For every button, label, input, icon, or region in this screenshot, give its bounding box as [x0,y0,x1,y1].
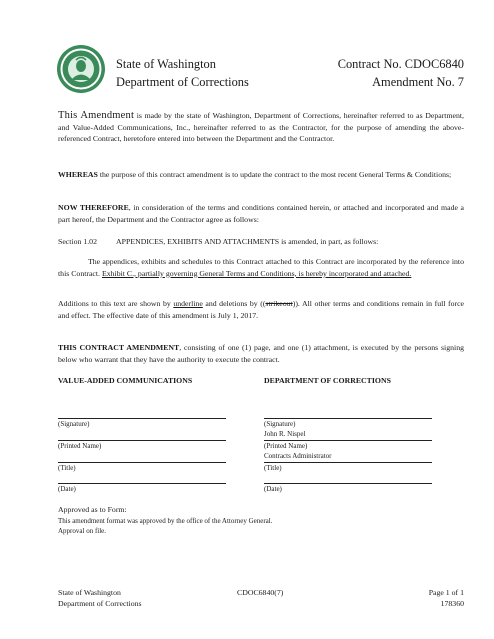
right-date-label: (Date) [264,485,282,493]
closing-text: , consisting of one (1) page, and one (1) attachment, is executed by the persons signing below who warrant that they have the authority to execute the contract. [58,343,464,364]
amendment-number: Amendment No. 7 [372,75,464,89]
left-date-line [58,483,226,484]
right-printed-label: (Printed Name) [264,442,308,450]
right-signature-label: (Signature) [264,420,296,428]
whereas-lead: WHEREAS [58,170,98,179]
appendices-paragraph [58,256,464,279]
right-title-label: (Title) [264,464,282,472]
left-title-line [58,462,226,463]
contract-number: Contract No. CDOC6840 [337,57,464,71]
now-lead: NOW THEREFORE [58,203,129,212]
footer-department: Department of Corrections [58,598,142,608]
intro-text: is made by the state of Washington, Department of Corrections, hereinafter referred to as Department, and Value-Added Communications, Inc., hereinafter referred to as the Contractor, for the purpose of amending the above-referenced Contract, heretofore entered into between the Department and the Contractor. [58,111,464,144]
header-contract [338,55,464,91]
footer-state: State of Washington [58,588,121,597]
section-text: APPENDICES, EXHIBITS AND ATTACHMENTS is amended, in part, as follows: [116,237,379,246]
right-title-line [264,462,432,463]
additions-c: )). All other terms and conditions remain in full force and effect. The effective date of this amendment is July 1, 2017. [58,299,465,320]
header-state: State of Washington [116,57,216,71]
intro-paragraph [58,110,464,145]
additions-strike: strikeout [265,299,293,308]
whereas-paragraph [58,169,464,181]
right-printed-line [264,440,432,441]
right-signature-line [264,418,432,419]
now-text: , in consideration of the terms and conditions contained herein, or attached and incorporated and made a part hereof, the Department and the Contractor agree as follows: [58,203,464,224]
footer-page: Page 1 of 1 [428,588,464,597]
left-signature-heading: VALUE-ADDED COMMUNICATIONS [58,376,193,385]
footer-number: 178360 [440,598,464,608]
approval-heading: Approved as to Form: [58,505,127,514]
right-date-line [264,483,432,484]
appendices-underlined: Exhibit C., partially governing General Terms and Conditions, is hereby incorporated and attached. [101,268,412,278]
right-signature-heading: DEPARTMENT OF CORRECTIONS [264,376,391,385]
header-department: Department of Corrections [116,75,249,89]
whereas-text: the purpose of this contract amendment is to update the contract to the most recent General Terms & Conditions; [99,170,452,179]
state-seal-icon [56,44,106,94]
left-date-label: (Date) [58,485,76,493]
closing-lead: THIS CONTRACT AMENDMENT [58,343,180,352]
left-signature-label: (Signature) [58,420,90,428]
additions-b: and deletions by (( [205,299,266,308]
header-agency [116,55,249,91]
intro-lead: This Amendment [58,110,135,121]
additions-a: Additions to this text are shown by [58,299,171,308]
additions-underline: underline [173,299,203,308]
footer-agency [58,588,142,609]
left-signature-line [58,418,226,419]
approval-line-1: This amendment format was approved by the office of the Attorney General. [58,517,273,525]
section-line [58,236,464,248]
section-number: Section 1.02 [58,237,97,246]
additions-paragraph [58,298,464,321]
right-printed-name: John R. Nispel [264,430,306,438]
approval-line-2: Approval on file. [58,527,107,535]
footer-doc-id: CDOC6840(7) [237,588,284,597]
now-therefore-paragraph [58,202,464,225]
right-title-value: Contracts Administrator [264,452,332,460]
closing-paragraph [58,342,464,365]
left-title-label: (Title) [58,464,76,472]
footer-page-info [429,588,464,609]
left-printed-line [58,440,226,441]
left-printed-label: (Printed Name) [58,442,102,450]
appendices-text: The appendices, exhibits and schedules to this Contract attached to this Contract are incorporated by the reference into this Contract. [58,257,464,278]
